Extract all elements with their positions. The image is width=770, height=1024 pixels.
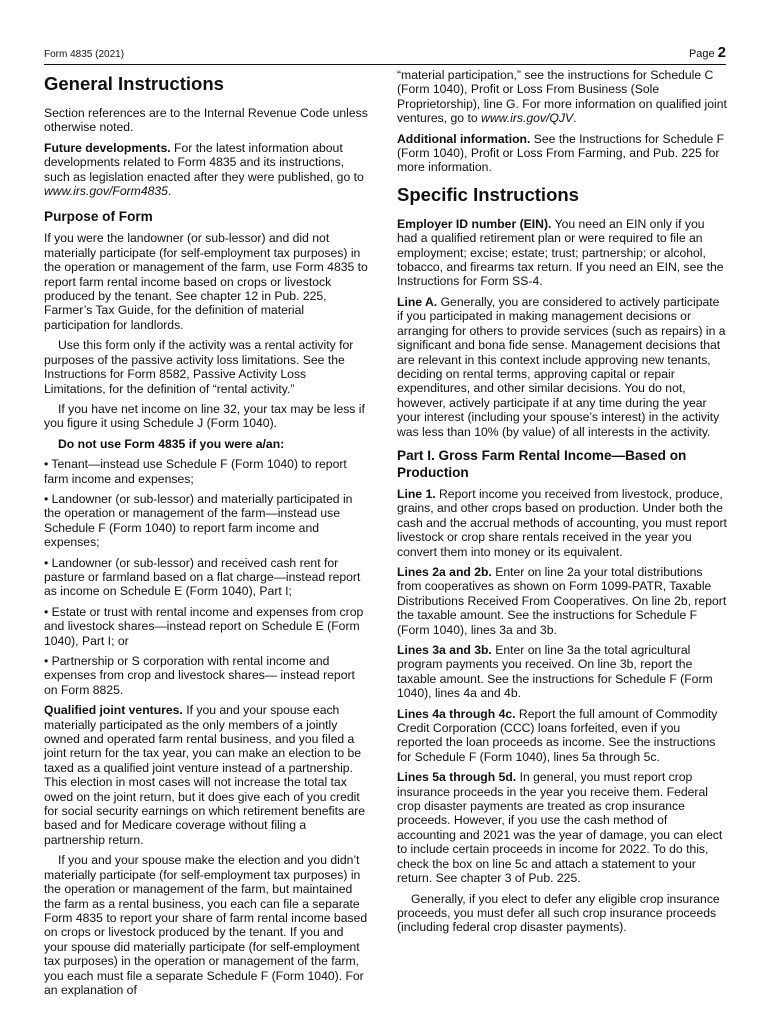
qjv-label: Qualified joint ventures. (44, 703, 183, 718)
qjv-link[interactable]: www.irs.gov/QJV (481, 111, 574, 126)
future-developments-label: Future developments. (44, 140, 171, 155)
line-a-paragraph: Line A. Generally, you are considered to actively participate if you participated in making management decisions or arranging for others to provide services (such as repairs) in a significant and bona fide sense. Management decisions that are relevant in this context include approving new tenants, deciding on rental terms, approving capital or repair expenditures, and other similar decisions. You do not, however, actively participate if at any time during the year your interest (including your spouse’s interest) in the activity was less than 10% (by value) of all interests in the activity. (397, 294, 726, 439)
line-5-paragraph: Lines 5a through 5d. In general, you must report crop insurance proceeds in the year you receive them. Federal crop disaster payments are treated as crop insurance proceeds. However, if you use the cash method of accounting and 2021 was the year of damage, you can elect to include certain proceeds in income for 2022. To do this, check the box on line 5c and attach a statement to your return. See chapter 3 of Pub. 225. (397, 770, 723, 886)
page-label: Page (688, 48, 715, 60)
bullet-item: • Estate or trust with rental income and expenses from crop and livestock shares—instead report on Schedule E (Form 1040), Part I; or (44, 604, 364, 648)
line-1-paragraph: Line 1. Report income you received from livestock, produce, grains, and other crops based on production. Under both the cash and the accrual methods of accounting, you must report livestock or crop share rentals received in the year you convert them into money or its equivalent. (397, 486, 727, 559)
general-instructions-heading: General Instructions (44, 73, 224, 94)
qualified-joint-ventures: Qualified joint ventures. If you and your spouse each materially participated as the only members of a jointly owned and operated farm rental business, and you filed a joint return for the tax year, you can make an election to be taxed as a qualified joint venture instead of a partnership. This election in most cases will not increase the total tax owed on the joint return, but it does give each of you credit for social security earnings on which retirement benefits are based and for Medicare coverage without filing a partnership return. (44, 703, 366, 847)
section-references: Section references are to the Internal Revenue Code unless otherwise noted. (44, 106, 368, 135)
form4835-link[interactable]: www.irs.gov/Form4835 (44, 184, 168, 199)
line-a-label: Line A. (397, 294, 438, 309)
ein-paragraph: Employer ID number (EIN). You need an EIN only if you had a qualified retirement plan or were required to file an employment; excise; estate; trust; partnership; or alcohol, tobacco, and firearms tax return. If you need an EIN, see the Instructions for Form SS-4. (397, 216, 724, 289)
line-3-label: Lines 3a and 3b. (397, 643, 492, 657)
material-participation-continued: “material participation,” see the instructions for Schedule C (Form 1040), Profit or Loss From Business (Sole Proprietorship), line G. For more information on qualified joint ventures, go to www.irs.gov/QJV. (397, 68, 727, 126)
purpose-paragraph-2: Use this form only if the activity was a rental activity for purposes of the passive activity loss limitations. See the Instructions for Form 8582, Passive Activity Loss Limitations, for the definition of “rental activity.” (44, 338, 354, 396)
line-3-paragraph: Lines 3a and 3b. Enter on line 3a the total agricultural program payments you received. On line 3b, report the taxable amount. See the instructions for Schedule F (Form 1040), lines 4a and 4b. (397, 643, 713, 701)
part-1-heading: Part I. Gross Farm Rental Income—Based on Production (397, 447, 687, 480)
header-rule (44, 64, 726, 65)
purpose-paragraph-3: If you have net income on line 32, your tax may be less if you figure it using Schedule J (Form 1040). (44, 401, 365, 431)
line-4-paragraph: Lines 4a through 4c. Report the full amount of Commodity Credit Corporation (CCC) loans forfeited, even if you reported the loan proceeds as income. See the instructions for Schedule F (Form 1040), lines 5a through 5c. (397, 706, 718, 764)
bullet-item: • Tenant—instead use Schedule F (Form 1040) to report farm income and expenses; (44, 457, 347, 486)
purpose-paragraph-1: If you were the landowner (or sub-lessor) and did not materially participate (for self-employment tax purposes) in the operation or management of the farm, use Form 4835 to report farm rental income based on crops or livestock produced by the tenant. See chapter 12 in Pub. 225, Farmer’s Tax Guide, for the definition of material participation for landlords. (44, 231, 368, 332)
ein-label: Employer ID number (EIN). (397, 216, 552, 231)
form-id: Form 4835 (2021) (44, 49, 125, 60)
bullet-item: • Landowner (or sub-lessor) and materially participated in the operation or management of the farm—instead use Schedule F (Form 1040) to report farm income and expenses; (44, 491, 353, 550)
page-number-value: 2 (717, 44, 726, 61)
right-column (397, 68, 727, 941)
additional-information-label: Additional information. (397, 131, 531, 146)
bullet-item: • Landowner (or sub-lessor) and received cash rent for pasture or farmland based on a flat charge—instead report as income on Schedule E (Form 1040), Part I; (44, 555, 361, 599)
future-developments: Future developments. For the latest information about developments related to Form 4835 and its instructions, such as legislation enacted after they were published, go to www.irs.gov/Form4835. (44, 140, 364, 199)
line-4-label: Lines 4a through 4c. (397, 706, 516, 721)
bullet-item: • Partnership or S corporation with rental income and expenses from crop and livestock shares— instead report on Form 8825. (44, 654, 355, 697)
qjv-paragraph-2: If you and your spouse make the election and you didn’t materially participate (for self-employment tax purposes) in the operation or management of the farm, but maintained the farm as a rental business, you each can file a separate Form 4835 to report your share of farm rental income based on crops or livestock produced by the tenant. If you and your spouse did materially participate (for self-employment tax purposes) in the operation or management of the farm, you each must file a separate Schedule F (Form 1040). For an explanation of (44, 853, 368, 997)
line-5-paragraph-2: Generally, if you elect to defer any eligible crop insurance proceeds, you must defer all such crop insurance proceeds (including federal crop disaster payments). (397, 891, 720, 935)
line-2-label: Lines 2a and 2b. (397, 564, 492, 579)
purpose-of-form-heading: Purpose of Form (44, 209, 153, 225)
additional-information: Additional information. See the Instructions for Schedule F (Form 1040), Profit or Loss From Farming, and Pub. 225 for more information. (397, 131, 725, 175)
specific-instructions-heading: Specific Instructions (397, 183, 579, 205)
page-header (44, 44, 726, 66)
do-not-use-heading: Do not use Form 4835 if you were a/an: (58, 436, 285, 451)
line-5-label: Lines 5a through 5d. (397, 770, 517, 785)
left-column (44, 68, 370, 1003)
page-number (689, 44, 726, 61)
line-1-label: Line 1. (397, 486, 436, 501)
line-2-paragraph: Lines 2a and 2b. Enter on line 2a your total distributions from cooperatives as shown on Form 1099-PATR, Taxable Distributions Received From Cooperatives. On line 2b, report the taxable amount. See the instructions for Schedule F (Form 1040), lines 3a and 3b. (397, 564, 727, 637)
